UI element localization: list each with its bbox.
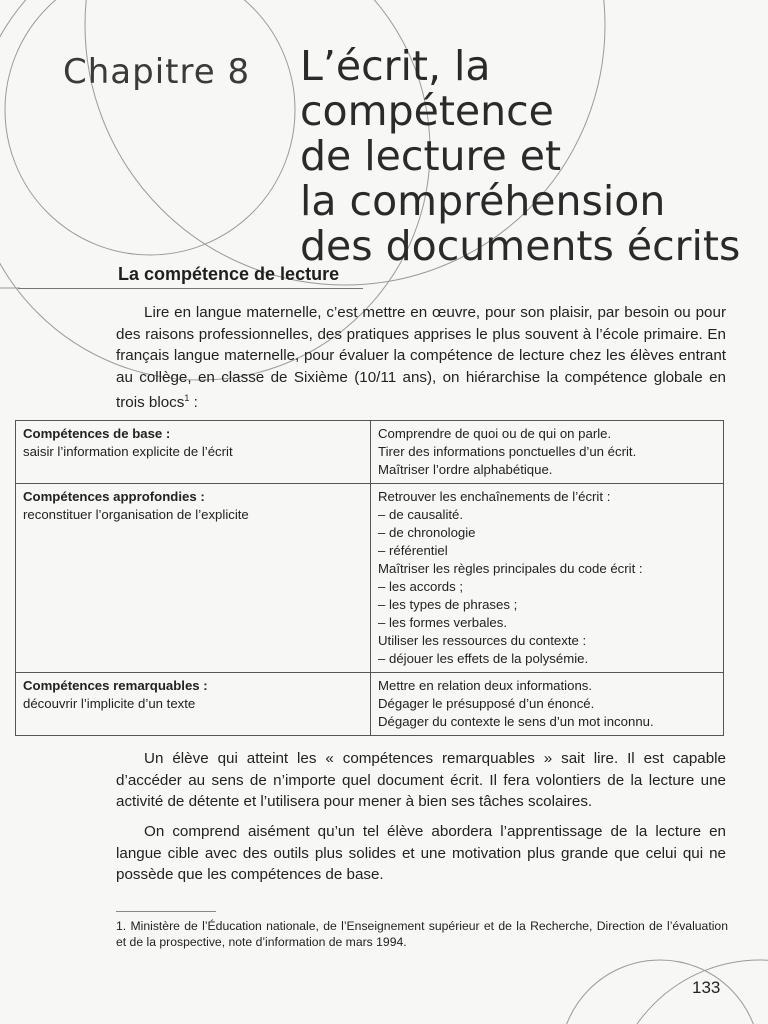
- table-row: [16, 484, 724, 673]
- competence-item: – les accords ;: [378, 579, 464, 594]
- competence-item: Utiliser les ressources du contexte :: [378, 633, 587, 648]
- body-paragraph: Un élève qui atteint les « compétences remarquables » sait lire. Il est capable d’accéder au sens de n’importe quel document écrit. Il fera volontiers de la lecture une activité de détente et l’utilisera pour mener à bien ses tâches scolaires.: [116, 750, 726, 810]
- chapter-title-line: la compréhension: [300, 177, 666, 225]
- competence-item: Dégager du contexte le sens d’un mot inconnu.: [378, 714, 654, 729]
- competence-item: Mettre en relation deux informations.: [378, 678, 593, 693]
- intro-end: :: [189, 394, 198, 412]
- competence-label: Compétences de base :: [23, 426, 171, 441]
- table-cell-items: [371, 484, 724, 673]
- table-cell-items: [371, 421, 724, 484]
- competence-description: reconstituer l’organisation de l’explicite: [23, 507, 249, 522]
- competence-item: Tirer des informations ponctuelles d’un écrit.: [378, 444, 637, 459]
- table-row: [16, 673, 724, 736]
- competence-item: Dégager le présupposé d’un énoncé.: [378, 696, 595, 711]
- competence-item: Maîtriser l’ordre alphabétique.: [378, 462, 553, 477]
- intro-text: Lire en langue maternelle, c’est mettre en œuvre, pour son plaisir, par besoin ou pour des raisons professionnelles, des pratiques apprises le plus souvent à l’école primaire. En français langue maternelle, pour évaluer la compétence de lecture chez les élèves entrant au collège, en classe de Sixième (10/11 ans), on hiérarchise la compétence globale en trois blocs: [116, 304, 726, 412]
- chapter-title-line: des documents écrits: [300, 222, 741, 270]
- table-cell-competence: [16, 673, 371, 736]
- competence-item: Comprendre de quoi ou de qui on parle.: [378, 426, 612, 441]
- intro-paragraph: [116, 302, 726, 414]
- competence-item: – de chronologie: [378, 525, 476, 540]
- section-divider: [18, 288, 363, 289]
- footnote: 1. Ministère de l’Éducation nationale, de l’Enseignement supérieur et de la Recherche, Direction de l’évaluation et de la prospective, note d’information de mars 1994.: [116, 919, 728, 949]
- footnote-reference: 1: [184, 393, 190, 403]
- competence-table: [15, 420, 724, 736]
- page-number: 133: [692, 978, 721, 997]
- chapter-title-line: de lecture et: [300, 132, 562, 180]
- competence-item: – les formes verbales.: [378, 615, 507, 630]
- competence-description: découvrir l’implicite d’un texte: [23, 696, 196, 711]
- chapter-label: Chapitre 8: [63, 52, 251, 92]
- competence-item: Retrouver les enchaînements de l’écrit :: [378, 489, 611, 504]
- table-cell-competence: [16, 484, 371, 673]
- competence-description: saisir l’information explicite de l’écrit: [23, 444, 233, 459]
- competence-label: Compétences approfondies :: [23, 489, 205, 504]
- competence-item: – de causalité.: [378, 507, 464, 522]
- body-paragraph: On comprend aisément qu’un tel élève abordera l’apprentissage de la lecture en langue cible avec des outils plus solides et une motivation plus grande que celui qui ne possède que les compétences de base.: [116, 823, 726, 883]
- competence-item: – déjouer les effets de la polysémie.: [378, 651, 589, 666]
- table-cell-items: [371, 673, 724, 736]
- competence-item: Maîtriser les règles principales du code écrit :: [378, 561, 643, 576]
- competence-label: Compétences remarquables :: [23, 678, 208, 693]
- chapter-title-line: L’écrit, la compétence: [300, 42, 554, 135]
- competence-item: – les types de phrases ;: [378, 597, 518, 612]
- section-heading: La compétence de lecture: [118, 264, 340, 284]
- table-row: [16, 421, 724, 484]
- chapter-title: [300, 44, 750, 269]
- footnote-divider: [116, 911, 216, 912]
- competence-item: – référentiel: [378, 543, 448, 558]
- table-cell-competence: [16, 421, 371, 484]
